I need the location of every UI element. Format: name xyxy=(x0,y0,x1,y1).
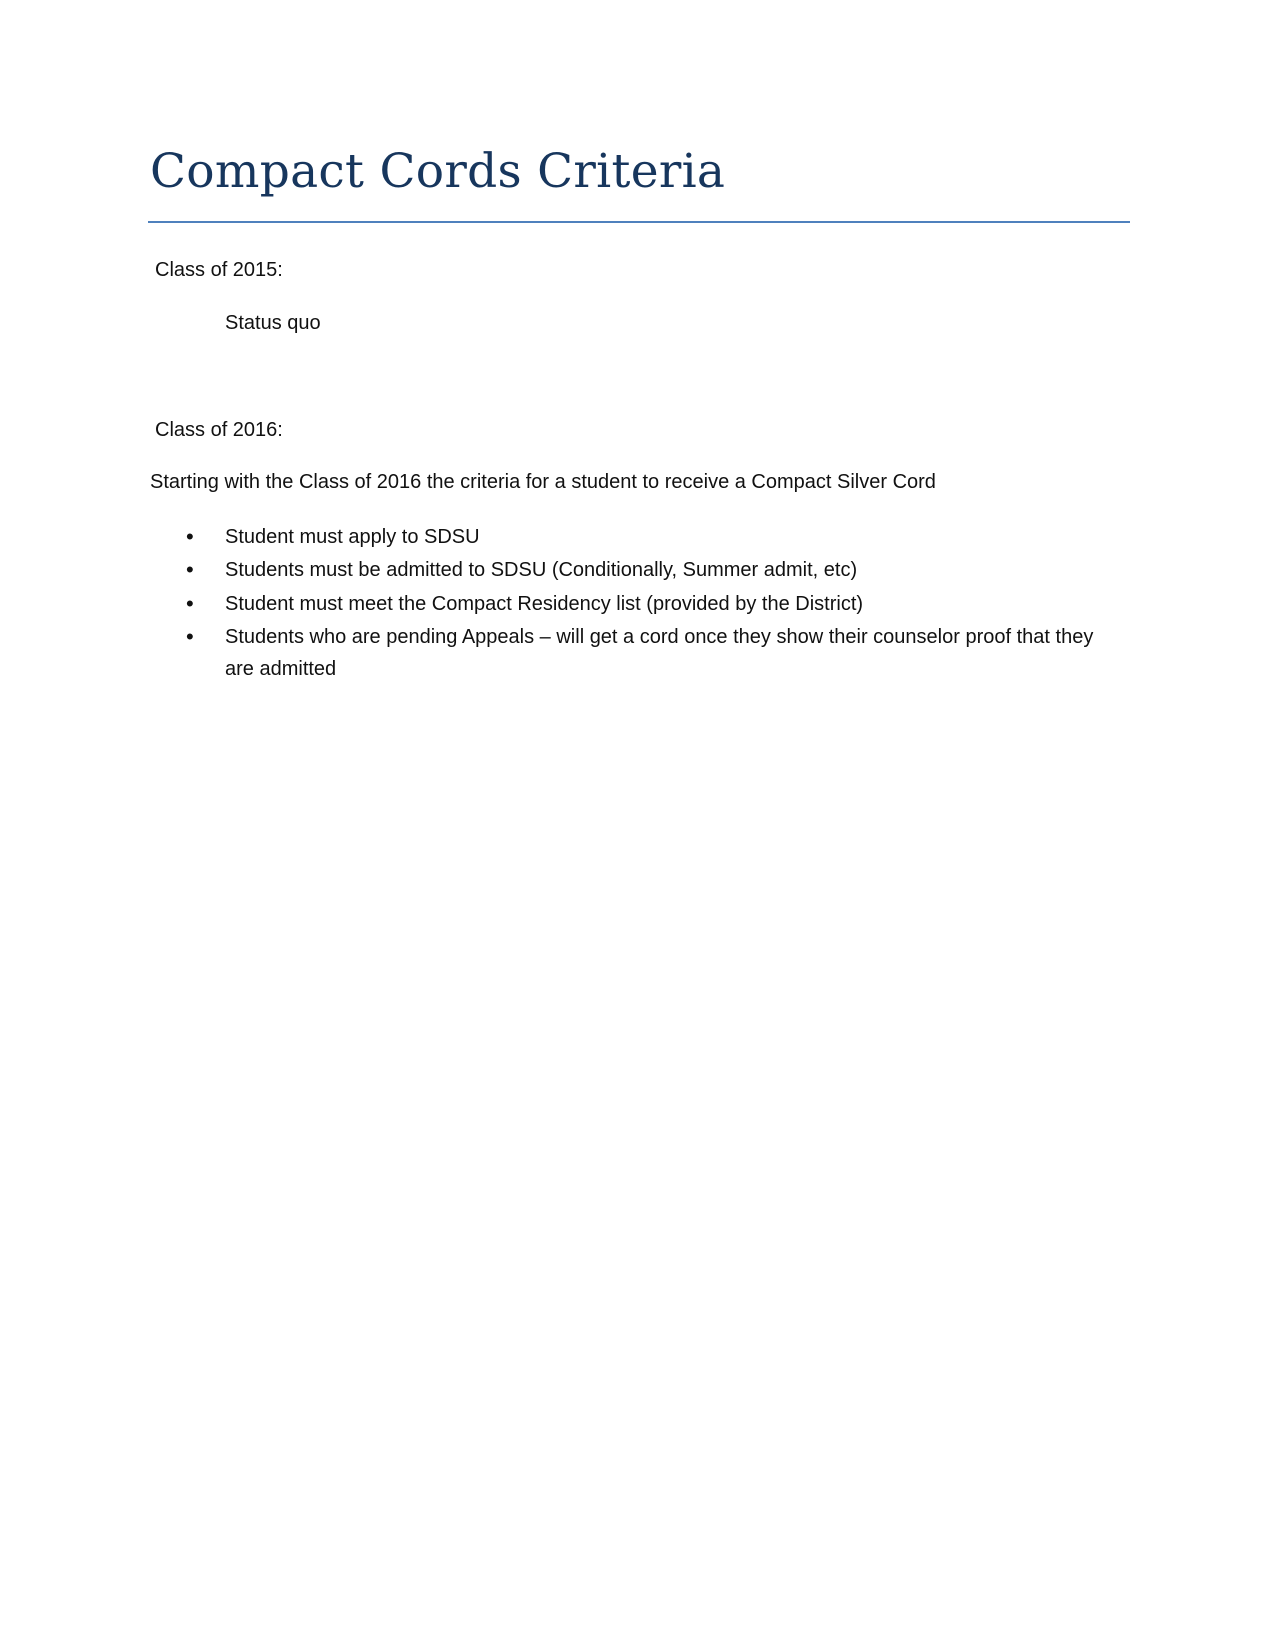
criteria-text: Students must be admitted to SDSU (Conditionally, Summer admit, etc) xyxy=(225,559,858,581)
section-heading-class-2016: Class of 2016: xyxy=(155,419,283,441)
bullet-icon: • xyxy=(186,591,194,616)
criteria-text: Student must apply to SDSU xyxy=(225,526,480,548)
criteria-text: Student must meet the Compact Residency list (provided by the District) xyxy=(225,593,864,615)
section-heading-class-2015: Class of 2015: xyxy=(155,259,283,281)
criteria-intro: Starting with the Class of 2016 the criteria for a student to receive a Compact Silver Cord xyxy=(150,471,936,493)
bullet-icon: • xyxy=(186,624,194,649)
section-body-status-quo: Status quo xyxy=(225,312,321,334)
document-title: Compact Cords Criteria xyxy=(150,144,726,199)
criteria-text: Students who are pending Appeals – will get a cord once they show their counselor proof that they are admitted xyxy=(225,626,1094,680)
bullet-icon: • xyxy=(186,557,194,582)
bullet-icon: • xyxy=(186,524,194,549)
title-underline xyxy=(148,221,1130,223)
